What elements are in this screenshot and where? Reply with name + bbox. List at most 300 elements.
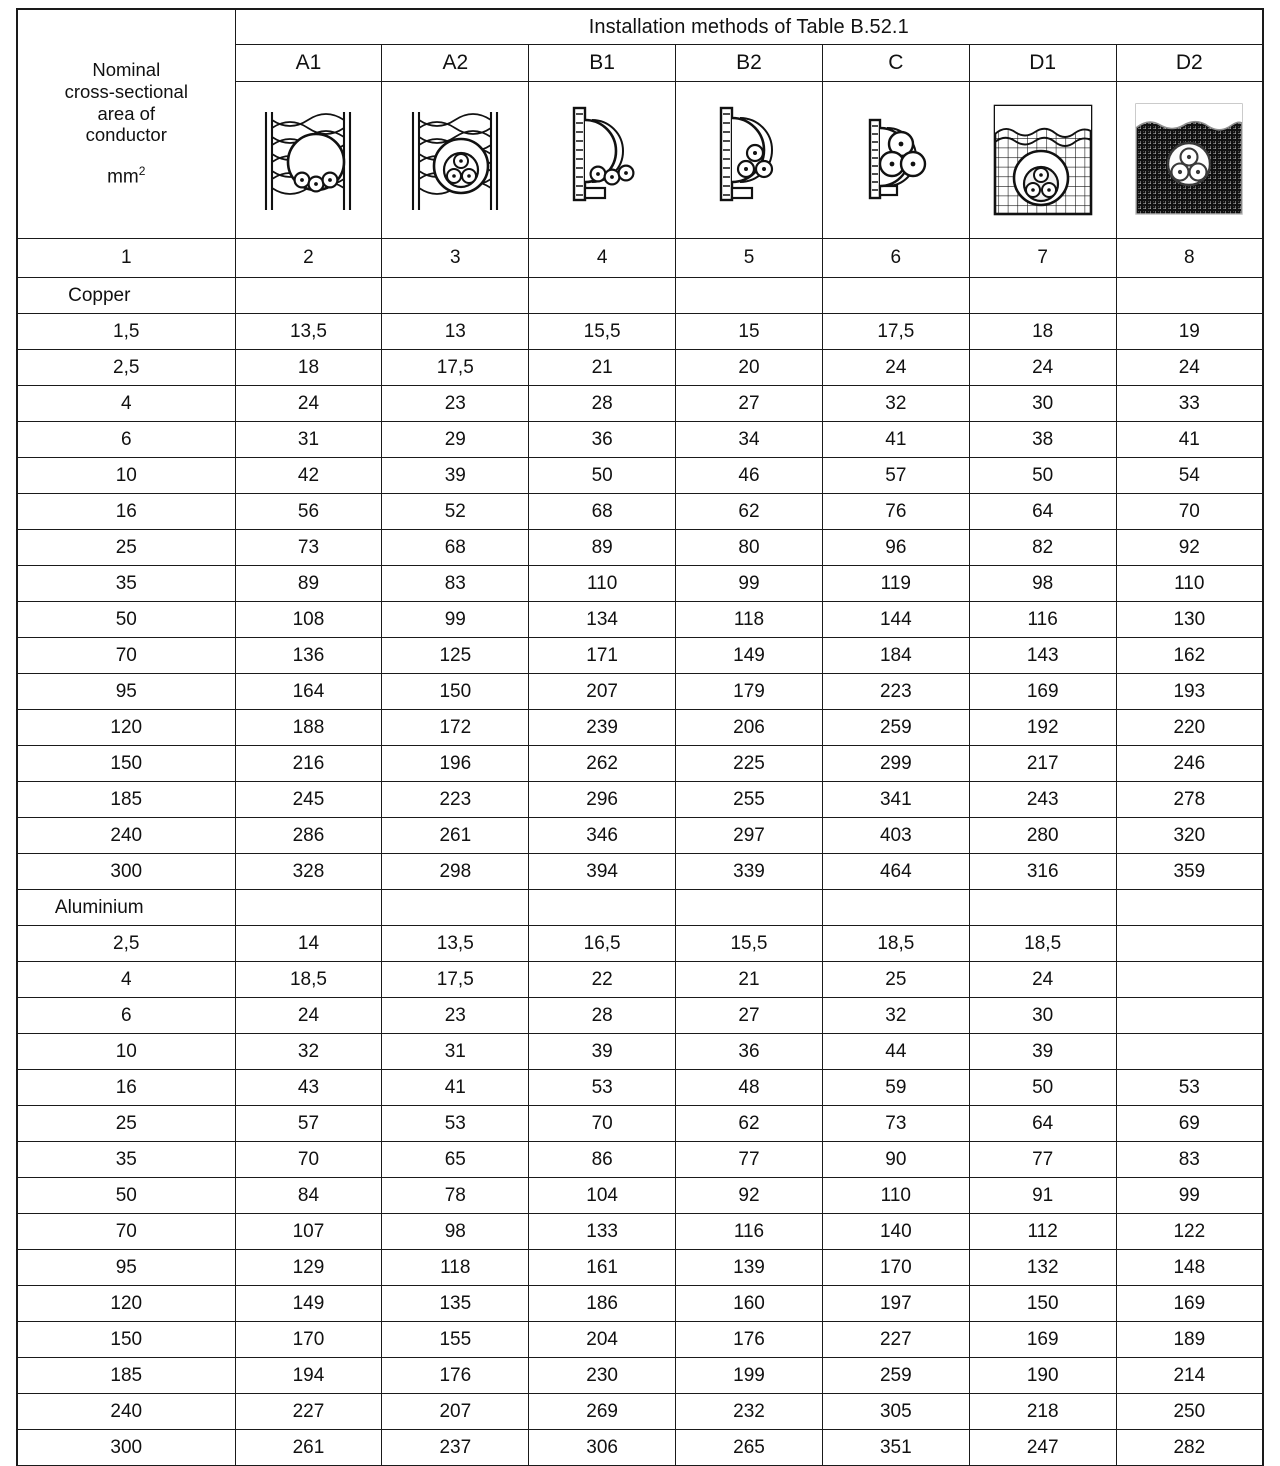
capacity-cell: 69 (1116, 1106, 1263, 1142)
table-row (17, 1070, 1263, 1106)
material-header-spacer (822, 278, 969, 314)
capacity-cell: 17,5 (822, 314, 969, 350)
capacity-cell: 110 (1116, 566, 1263, 602)
capacity-cell: 262 (529, 746, 676, 782)
table-row (17, 782, 1263, 818)
capacity-cell: 150 (382, 674, 529, 710)
capacity-cell: 129 (235, 1250, 382, 1286)
table-row (17, 458, 1263, 494)
conductor-size-cell: 185 (17, 1358, 235, 1394)
capacity-cell: 130 (1116, 602, 1263, 638)
capacity-cell: 110 (822, 1178, 969, 1214)
table-row (17, 1178, 1263, 1214)
capacity-cell: 250 (1116, 1394, 1263, 1430)
capacity-cell: 464 (822, 854, 969, 890)
capacity-cell: 16,5 (529, 926, 676, 962)
capacity-cell: 34 (676, 422, 823, 458)
capacity-cell: 48 (676, 1070, 823, 1106)
capacity-cell: 188 (235, 710, 382, 746)
capacity-cell: 78 (382, 1178, 529, 1214)
capacity-cell: 86 (529, 1142, 676, 1178)
capacity-cell: 70 (529, 1106, 676, 1142)
capacity-cell: 24 (969, 962, 1116, 998)
capacity-cell: 43 (235, 1070, 382, 1106)
column-number-3: 3 (382, 239, 529, 278)
capacity-cell: 50 (969, 458, 1116, 494)
capacity-cell: 52 (382, 494, 529, 530)
capacity-cell: 298 (382, 854, 529, 890)
capacity-cell: 22 (529, 962, 676, 998)
capacity-cell: 135 (382, 1286, 529, 1322)
conduit-on-wooden-wall-icon (529, 82, 676, 239)
material-header-spacer (676, 890, 823, 926)
capacity-cell: 299 (822, 746, 969, 782)
table-row (17, 674, 1263, 710)
table-row (17, 1286, 1263, 1322)
capacity-cell: 164 (235, 674, 382, 710)
size-unit-text: mm (107, 166, 139, 188)
method-header-a2: A2 (382, 45, 529, 82)
capacity-cell: 89 (235, 566, 382, 602)
capacity-cell: 136 (235, 638, 382, 674)
material-header-spacer (382, 278, 529, 314)
capacity-cell: 216 (235, 746, 382, 782)
conductor-size-cell: 10 (17, 458, 235, 494)
capacity-cell: 184 (822, 638, 969, 674)
capacity-cell: 15 (676, 314, 823, 350)
table-row (17, 710, 1263, 746)
table-row (17, 1250, 1263, 1286)
capacity-cell: 148 (1116, 1250, 1263, 1286)
table-row (17, 638, 1263, 674)
column-number-5: 5 (676, 239, 823, 278)
capacity-cell: 171 (529, 638, 676, 674)
capacity-cell: 39 (969, 1034, 1116, 1070)
capacity-cell: 27 (676, 998, 823, 1034)
capacity-cell: 39 (529, 1034, 676, 1070)
capacity-cell: 104 (529, 1178, 676, 1214)
capacity-cell: 261 (235, 1430, 382, 1466)
table-row (17, 962, 1263, 998)
capacity-cell: 247 (969, 1430, 1116, 1466)
size-unit (18, 164, 235, 189)
capacity-cell: 41 (382, 1070, 529, 1106)
capacity-cell: 359 (1116, 854, 1263, 890)
capacity-cell: 225 (676, 746, 823, 782)
capacity-cell: 32 (235, 1034, 382, 1070)
capacity-cell: 197 (822, 1286, 969, 1322)
material-header-spacer (822, 890, 969, 926)
size-header-line-3: area of (97, 102, 156, 124)
capacity-cell: 170 (822, 1250, 969, 1286)
capacity-cell: 65 (382, 1142, 529, 1178)
capacity-cell: 17,5 (382, 962, 529, 998)
capacity-cell: 36 (676, 1034, 823, 1070)
conductor-size-cell: 150 (17, 1322, 235, 1358)
capacity-cell: 255 (676, 782, 823, 818)
capacity-cell: 286 (235, 818, 382, 854)
capacity-cell: 176 (676, 1322, 823, 1358)
capacity-cell: 346 (529, 818, 676, 854)
capacity-cell: 139 (676, 1250, 823, 1286)
capacity-cell (1116, 926, 1263, 962)
capacity-cell: 320 (1116, 818, 1263, 854)
capacity-cell: 50 (969, 1070, 1116, 1106)
method-header-b2: B2 (676, 45, 823, 82)
capacity-cell: 155 (382, 1322, 529, 1358)
capacity-cell: 196 (382, 746, 529, 782)
capacity-cell: 14 (235, 926, 382, 962)
capacity-cell: 186 (529, 1286, 676, 1322)
capacity-cell: 341 (822, 782, 969, 818)
capacity-cell: 99 (676, 566, 823, 602)
nominal-area-header (17, 9, 235, 239)
capacity-cell: 230 (529, 1358, 676, 1394)
capacity-cell: 176 (382, 1358, 529, 1394)
capacity-cell: 297 (676, 818, 823, 854)
capacity-cell: 13 (382, 314, 529, 350)
capacity-cell: 144 (822, 602, 969, 638)
conductor-size-cell: 35 (17, 1142, 235, 1178)
column-number-8: 8 (1116, 239, 1263, 278)
capacity-cell: 24 (235, 998, 382, 1034)
conductor-size-cell: 70 (17, 638, 235, 674)
capacity-cell: 232 (676, 1394, 823, 1430)
column-number-1: 1 (17, 239, 235, 278)
conductor-size-cell: 185 (17, 782, 235, 818)
size-unit-exponent: 2 (138, 164, 146, 179)
capacity-cell: 98 (969, 566, 1116, 602)
table-row (17, 1214, 1263, 1250)
capacity-cell: 18 (235, 350, 382, 386)
capacity-cell: 150 (969, 1286, 1116, 1322)
capacity-cell: 29 (382, 422, 529, 458)
capacity-cell: 223 (382, 782, 529, 818)
capacity-cell: 38 (969, 422, 1116, 458)
conductor-size-cell: 150 (17, 746, 235, 782)
column-number-2: 2 (235, 239, 382, 278)
capacity-cell: 30 (969, 998, 1116, 1034)
capacity-cell: 62 (676, 1106, 823, 1142)
capacity-cell: 62 (676, 494, 823, 530)
capacity-cell: 41 (1116, 422, 1263, 458)
conductor-size-cell: 240 (17, 1394, 235, 1430)
capacity-cell: 57 (822, 458, 969, 494)
conductor-size-cell: 300 (17, 1430, 235, 1466)
capacity-cell: 68 (529, 494, 676, 530)
capacity-cell: 23 (382, 998, 529, 1034)
capacity-cell: 169 (969, 674, 1116, 710)
capacity-cell: 33 (1116, 386, 1263, 422)
capacity-cell: 15,5 (529, 314, 676, 350)
table-row (17, 566, 1263, 602)
capacity-cell: 220 (1116, 710, 1263, 746)
capacity-cell: 112 (969, 1214, 1116, 1250)
capacity-cell: 73 (235, 530, 382, 566)
table-row (17, 530, 1263, 566)
method-header-b1: B1 (529, 45, 676, 82)
table-row (17, 926, 1263, 962)
material-header-spacer (969, 278, 1116, 314)
capacity-cell: 278 (1116, 782, 1263, 818)
conductor-size-cell: 4 (17, 962, 235, 998)
capacity-cell: 83 (382, 566, 529, 602)
installation-methods-title: Installation methods of Table B.52.1 (235, 9, 1263, 45)
capacity-cell: 42 (235, 458, 382, 494)
capacity-cell: 316 (969, 854, 1116, 890)
capacity-cell: 91 (969, 1178, 1116, 1214)
conductor-size-cell: 25 (17, 530, 235, 566)
capacity-cell: 19 (1116, 314, 1263, 350)
capacity-cell: 161 (529, 1250, 676, 1286)
capacity-cell: 394 (529, 854, 676, 890)
table-row (17, 602, 1263, 638)
table-row (17, 422, 1263, 458)
conductor-size-cell: 25 (17, 1106, 235, 1142)
capacity-cell: 227 (235, 1394, 382, 1430)
capacity-cell: 170 (235, 1322, 382, 1358)
capacity-cell: 218 (969, 1394, 1116, 1430)
capacity-cell: 82 (969, 530, 1116, 566)
capacity-cell: 339 (676, 854, 823, 890)
conductor-size-cell: 2,5 (17, 350, 235, 386)
capacity-cell: 125 (382, 638, 529, 674)
capacity-cell: 76 (822, 494, 969, 530)
multicore-cable-in-insulated-wall-icon (382, 82, 529, 239)
capacity-cell: 99 (1116, 1178, 1263, 1214)
capacity-cell: 73 (822, 1106, 969, 1142)
cable-direct-buried-in-ground-icon (1116, 82, 1263, 239)
capacity-cell: 133 (529, 1214, 676, 1250)
material-header-spacer (676, 278, 823, 314)
capacity-cell: 27 (676, 386, 823, 422)
size-header-line-1: Nominal (92, 58, 161, 80)
capacity-cell: 149 (676, 638, 823, 674)
material-header-spacer (235, 278, 382, 314)
capacity-cell (1116, 962, 1263, 998)
conductor-size-cell: 2,5 (17, 926, 235, 962)
capacity-cell: 172 (382, 710, 529, 746)
column-number-7: 7 (969, 239, 1116, 278)
capacity-cell: 46 (676, 458, 823, 494)
conductor-size-cell: 50 (17, 602, 235, 638)
conductor-size-cell: 240 (17, 818, 235, 854)
capacity-cell: 192 (969, 710, 1116, 746)
capacity-cell: 23 (382, 386, 529, 422)
capacity-cell: 18 (969, 314, 1116, 350)
capacity-cell: 269 (529, 1394, 676, 1430)
conductor-size-cell: 16 (17, 1070, 235, 1106)
table-row (17, 1142, 1263, 1178)
capacity-cell: 119 (822, 566, 969, 602)
table-row (17, 1106, 1263, 1142)
installation-title-row (17, 9, 1263, 45)
table-row (17, 386, 1263, 422)
capacity-cell: 36 (529, 422, 676, 458)
capacity-cell: 53 (1116, 1070, 1263, 1106)
capacity-cell: 296 (529, 782, 676, 818)
capacity-cell (1116, 1034, 1263, 1070)
capacity-cell: 214 (1116, 1358, 1263, 1394)
capacity-cell: 243 (969, 782, 1116, 818)
capacity-cell: 305 (822, 1394, 969, 1430)
capacity-cell: 169 (969, 1322, 1116, 1358)
capacity-cell: 403 (822, 818, 969, 854)
method-header-d1: D1 (969, 45, 1116, 82)
column-number-6: 6 (822, 239, 969, 278)
capacity-cell: 108 (235, 602, 382, 638)
capacity-cell: 44 (822, 1034, 969, 1070)
capacity-cell: 265 (676, 1430, 823, 1466)
capacity-cell: 122 (1116, 1214, 1263, 1250)
capacity-cell: 217 (969, 746, 1116, 782)
capacity-cell: 70 (235, 1142, 382, 1178)
capacity-cell: 84 (235, 1178, 382, 1214)
capacity-cell: 17,5 (382, 350, 529, 386)
capacity-cell: 41 (822, 422, 969, 458)
capacity-cell: 179 (676, 674, 823, 710)
table-row (17, 1430, 1263, 1466)
table-row (17, 1394, 1263, 1430)
capacity-cell: 223 (822, 674, 969, 710)
capacity-cell: 31 (382, 1034, 529, 1070)
table-row (17, 1322, 1263, 1358)
material-name: Copper (17, 278, 235, 314)
conductor-size-cell: 1,5 (17, 314, 235, 350)
conductor-size-cell: 10 (17, 1034, 235, 1070)
capacity-cell: 190 (969, 1358, 1116, 1394)
conductor-size-cell: 50 (17, 1178, 235, 1214)
capacity-cell: 13,5 (382, 926, 529, 962)
multicore-cable-in-conduit-on-wall-icon (676, 82, 823, 239)
capacity-cell: 118 (382, 1250, 529, 1286)
conductor-size-cell: 70 (17, 1214, 235, 1250)
capacity-cell: 64 (969, 494, 1116, 530)
capacity-cell: 160 (676, 1286, 823, 1322)
capacity-cell: 306 (529, 1430, 676, 1466)
current-carrying-capacity-table (16, 8, 1264, 1466)
table-row (17, 818, 1263, 854)
capacity-cell: 351 (822, 1430, 969, 1466)
capacity-cell: 53 (529, 1070, 676, 1106)
capacity-cell: 28 (529, 386, 676, 422)
capacity-cell: 143 (969, 638, 1116, 674)
capacity-cell: 24 (969, 350, 1116, 386)
capacity-cell: 25 (822, 962, 969, 998)
method-header-a1: A1 (235, 45, 382, 82)
capacity-cell: 107 (235, 1214, 382, 1250)
capacity-cell: 24 (1116, 350, 1263, 386)
capacity-cell: 204 (529, 1322, 676, 1358)
conductor-size-cell: 300 (17, 854, 235, 890)
conductor-size-cell: 16 (17, 494, 235, 530)
capacity-cell: 99 (382, 602, 529, 638)
capacity-cell: 13,5 (235, 314, 382, 350)
capacity-cell: 83 (1116, 1142, 1263, 1178)
capacity-cell: 261 (382, 818, 529, 854)
conductor-size-cell: 6 (17, 422, 235, 458)
capacity-cell: 134 (529, 602, 676, 638)
capacity-cell: 53 (382, 1106, 529, 1142)
capacity-cell: 227 (822, 1322, 969, 1358)
capacity-cell: 18,5 (969, 926, 1116, 962)
capacity-cell: 245 (235, 782, 382, 818)
column-number-4: 4 (529, 239, 676, 278)
capacity-cell: 116 (969, 602, 1116, 638)
capacity-cell: 206 (676, 710, 823, 746)
capacity-cell: 149 (235, 1286, 382, 1322)
capacity-cell: 96 (822, 530, 969, 566)
capacity-cell: 282 (1116, 1430, 1263, 1466)
conductor-size-cell: 95 (17, 674, 235, 710)
capacity-cell: 30 (969, 386, 1116, 422)
capacity-cell: 18,5 (235, 962, 382, 998)
capacity-cell: 259 (822, 1358, 969, 1394)
capacity-cell: 90 (822, 1142, 969, 1178)
capacity-cell: 24 (822, 350, 969, 386)
capacity-cell: 59 (822, 1070, 969, 1106)
conduit-in-insulated-wall-icon (235, 82, 382, 239)
method-header-d2: D2 (1116, 45, 1263, 82)
capacity-cell: 21 (529, 350, 676, 386)
capacity-cell: 140 (822, 1214, 969, 1250)
capacity-cell: 89 (529, 530, 676, 566)
capacity-cell: 31 (235, 422, 382, 458)
capacity-cell: 92 (1116, 530, 1263, 566)
capacity-cell: 80 (676, 530, 823, 566)
material-header-spacer (529, 278, 676, 314)
capacity-cell: 98 (382, 1214, 529, 1250)
conductor-size-cell: 6 (17, 998, 235, 1034)
table-row (17, 854, 1263, 890)
capacity-cell: 54 (1116, 458, 1263, 494)
capacity-cell: 110 (529, 566, 676, 602)
capacity-cell: 18,5 (822, 926, 969, 962)
material-header-row (17, 278, 1263, 314)
capacity-cell: 24 (235, 386, 382, 422)
capacity-cell: 207 (529, 674, 676, 710)
table-row (17, 1358, 1263, 1394)
conductor-size-cell: 35 (17, 566, 235, 602)
capacity-cell: 68 (382, 530, 529, 566)
size-header-line-2: cross-sectional (64, 80, 188, 102)
column-number-row (17, 239, 1263, 278)
capacity-cell: 193 (1116, 674, 1263, 710)
capacity-cell: 32 (822, 998, 969, 1034)
conductor-size-cell: 95 (17, 1250, 235, 1286)
table-row (17, 314, 1263, 350)
capacity-cell: 32 (822, 386, 969, 422)
capacity-cell: 246 (1116, 746, 1263, 782)
material-header-spacer (1116, 278, 1263, 314)
table-row (17, 350, 1263, 386)
capacity-cell (1116, 998, 1263, 1034)
material-header-spacer (1116, 890, 1263, 926)
method-header-c: C (822, 45, 969, 82)
capacity-cell: 118 (676, 602, 823, 638)
conductor-size-cell: 4 (17, 386, 235, 422)
capacity-cell: 259 (822, 710, 969, 746)
capacity-cell: 21 (676, 962, 823, 998)
capacity-cell: 20 (676, 350, 823, 386)
capacity-cell: 57 (235, 1106, 382, 1142)
material-header-spacer (969, 890, 1116, 926)
capacity-cell: 194 (235, 1358, 382, 1394)
capacity-cell: 92 (676, 1178, 823, 1214)
cable-in-buried-duct-icon (969, 82, 1116, 239)
capacity-cell: 15,5 (676, 926, 823, 962)
material-header-spacer (529, 890, 676, 926)
